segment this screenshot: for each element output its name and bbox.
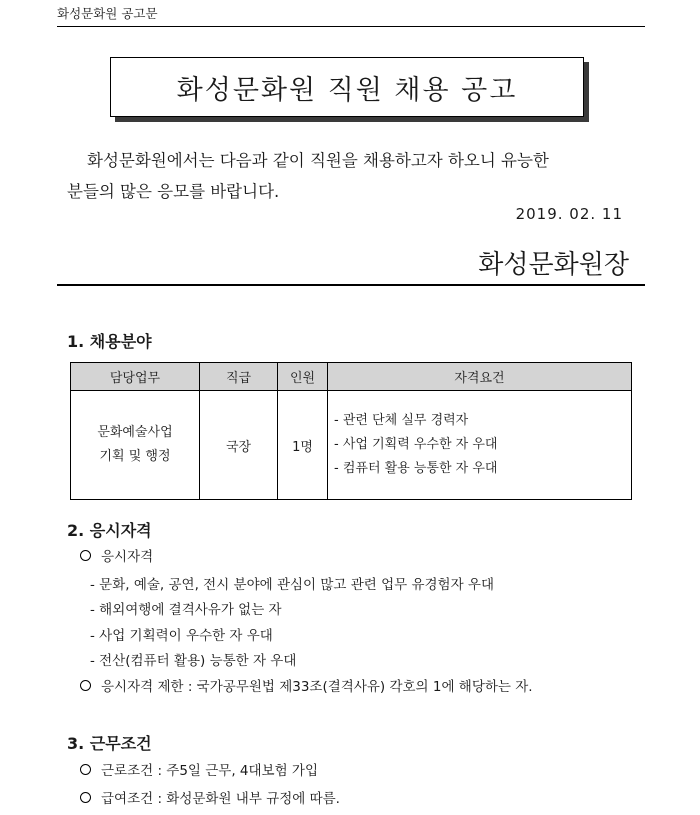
table-header-count: 인원 [278,363,328,391]
header-org-label: 화성문화원 공고문 [57,6,158,21]
work-condition-text: 급여조건 : 화성문화원 내부 규정에 따름. [101,791,340,807]
section-3-title: 3. 근무조건 [67,734,152,753]
count-cell: 1명 [278,391,328,500]
table-header-rank: 직급 [200,363,278,391]
page-title: 화성문화원 직원 채용 공고 [110,57,584,117]
header-divider [57,26,645,27]
qualification-sub-item: - 사업 기획력이 우수한 자 우대 [90,628,273,644]
notice-date: 2019. 02. 11 [515,205,623,223]
section-2-title: 2. 응시자격 [67,521,152,540]
requirement-item: - 관련 단체 실무 경력자 [334,413,469,428]
table-header-requirements: 자격요건 [328,363,632,391]
qualification-restriction-item [80,675,533,695]
qualification-restriction-text: 응시자격 제한 : 국가공무원법 제33조(결격사유) 각호의 1에 해당하는 자. [101,679,533,695]
duty-cell [71,391,200,500]
intro-line-2: 분들의 많은 응모를 바랍니다. [67,182,280,201]
section-1-title: 1. 채용분야 [67,332,152,351]
work-condition-item [80,759,318,779]
qualification-sub-item: - 해외여행에 결격사유가 없는 자 [90,602,282,618]
requirements-cell [328,391,632,500]
duty-line-1: 문화예술사업 [97,425,173,440]
qualification-sub-item: - 문화, 예술, 공연, 전시 분야에 관심이 많고 관련 업무 유경험자 우대 [90,577,495,593]
requirement-item: - 사업 기획력 우수한 자 우대 [334,437,498,452]
work-condition-item [80,787,340,807]
circle-bullet-icon [80,764,91,775]
intro-paragraph [67,145,637,207]
qualification-sub-item: - 전산(컴퓨터 활용) 능통한 자 우대 [90,653,297,669]
signer-divider [57,284,645,286]
qualification-head-text: 응시자격 [101,549,154,565]
circle-bullet-icon [80,550,91,561]
work-condition-text: 근로조건 : 주5일 근무, 4대보험 가입 [101,763,319,779]
table-row [71,391,632,500]
signer-name: 화성문화원장 [478,250,629,280]
circle-bullet-icon [80,680,91,691]
requirement-item: - 컴퓨터 활용 능통한 자 우대 [334,461,498,476]
duty-line-2: 기획 및 행정 [99,449,171,464]
title-frame [110,57,584,117]
recruitment-table [70,362,632,500]
rank-cell: 국장 [200,391,278,500]
intro-line-1: 화성문화원에서는 다음과 같이 직원을 채용하고자 하오니 유능한 [87,151,549,170]
circle-bullet-icon [80,792,91,803]
table-header-duty: 담당업무 [71,363,200,391]
qualification-head-item [80,545,153,565]
